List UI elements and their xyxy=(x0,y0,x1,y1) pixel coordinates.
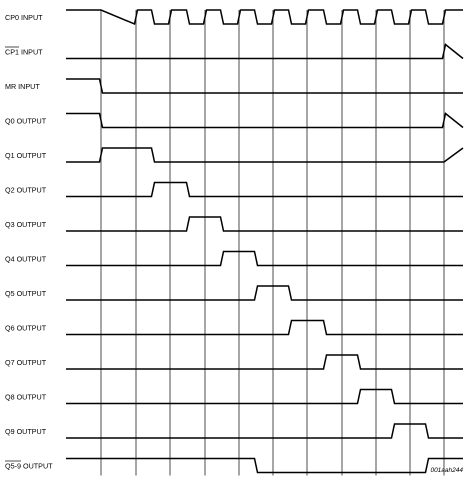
waveform-q5-9-output xyxy=(66,459,463,473)
signal-label: Q7 OUTPUT xyxy=(5,358,47,367)
waveform-mr-input xyxy=(66,79,463,93)
signal-label: Q3 OUTPUT xyxy=(5,220,47,229)
waveform-cp0-input xyxy=(66,10,463,24)
clock-edge-reference-lines xyxy=(101,10,444,476)
signal-label: CP0 INPUT xyxy=(5,13,43,22)
signal-label: Q5-9 OUTPUT xyxy=(5,461,53,471)
signal-label: Q8 OUTPUT xyxy=(5,392,47,402)
waveform-q8-output xyxy=(66,390,463,404)
waveform-q7-output xyxy=(66,355,463,369)
signal-label: Q1 OUTPUT xyxy=(5,151,47,160)
signal-label: Q4 OUTPUT xyxy=(5,254,47,264)
waveform-q1-output xyxy=(66,148,463,162)
signal-label: Q2 OUTPUT xyxy=(5,185,47,195)
waveform-q5-output xyxy=(66,286,463,300)
signal-label: Q6 OUTPUT xyxy=(5,323,47,333)
signal-label: Q9 OUTPUT xyxy=(5,427,47,436)
signal-labels xyxy=(5,13,53,471)
signal-label: MR INPUT xyxy=(5,82,40,91)
waveform-q6-output xyxy=(66,321,463,335)
signal-label: Q0 OUTPUT xyxy=(5,116,47,126)
waveforms xyxy=(66,10,463,473)
signal-label: CP1 INPUT xyxy=(5,47,43,57)
waveform-q2-output xyxy=(66,183,463,197)
waveform-q0-output xyxy=(66,114,463,128)
signal-label: Q5 OUTPUT xyxy=(5,289,47,298)
waveform-cp1-input xyxy=(66,45,463,59)
figure-code: 001aah244 xyxy=(430,467,463,474)
waveform-q4-output xyxy=(66,252,463,266)
waveform-q3-output xyxy=(66,217,463,231)
waveform-q9-output xyxy=(66,424,463,438)
